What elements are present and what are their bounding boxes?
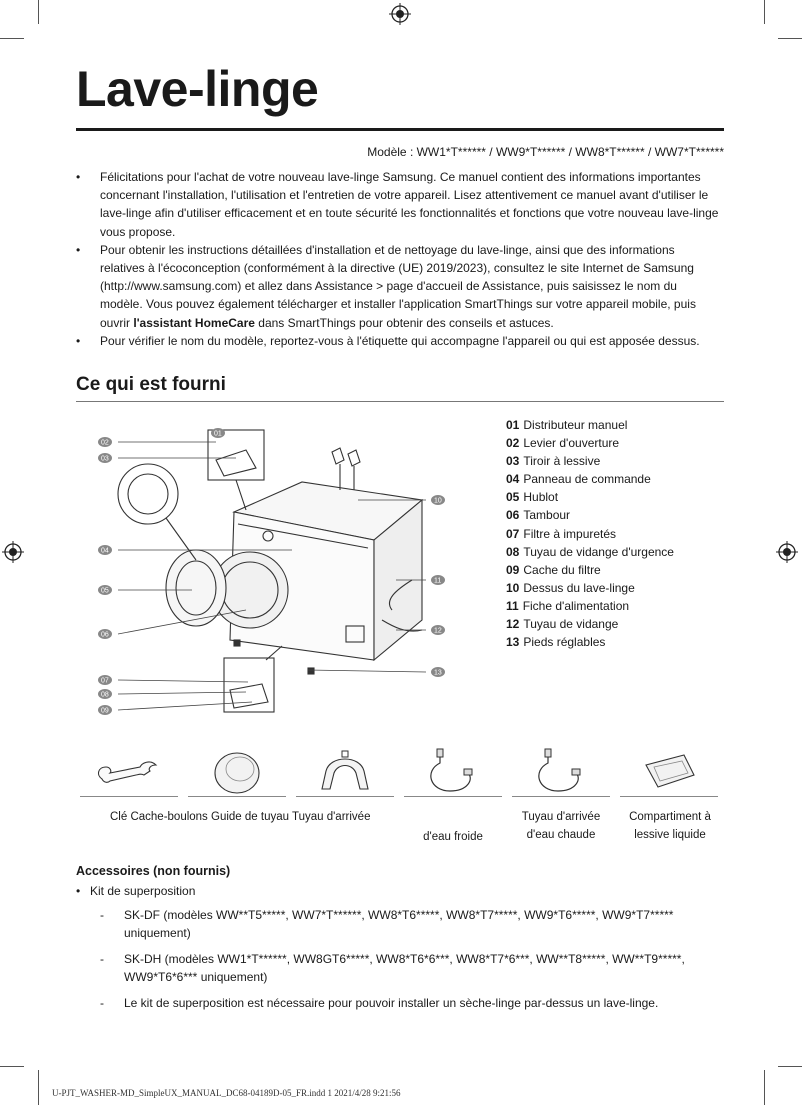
part-number: 09: [506, 562, 520, 577]
kit-item: - Le kit de superposition est nécessaire pour pouvoir installer un sèche-linge par-dessus un lave-linge.: [76, 994, 726, 1012]
crop-mark: [778, 1066, 802, 1067]
part-label: Tuyau de vidange d'urgence: [523, 544, 674, 559]
part-row: [506, 452, 746, 470]
part-label: Distributeur manuel: [523, 418, 628, 432]
accessories-list: [76, 882, 726, 1020]
part-row: [506, 597, 746, 615]
intro-text: [100, 241, 720, 332]
liquid-detergent-compartment-icon: [620, 745, 718, 799]
part-number: 01: [506, 418, 520, 432]
part-row: [506, 543, 746, 561]
intro-bullet: [76, 168, 720, 241]
intro-bullet: [76, 332, 720, 350]
svg-text:02: 02: [101, 439, 109, 447]
part-number: 11: [506, 598, 519, 613]
page-title: Lave-linge: [76, 61, 319, 117]
svg-text:01: 01: [214, 430, 222, 438]
svg-text:03: 03: [101, 455, 109, 463]
registration-mark-icon: [776, 541, 798, 563]
kit-item: - SK-DH (modèles WW1*T******, WW8GT6*****, WW8*T6*6***, WW8*T7*6***, WW**T8*****, WW**T9*****, WW9*T6*6*** uniquement): [76, 950, 726, 986]
intro-text: • Pour vérifier le nom du modèle, reportez-vous à l'étiquette qui accompagne l'appareil ou qui est apposée dessus.: [100, 333, 700, 348]
accessory-label: [512, 808, 610, 844]
accessory-underline: [512, 796, 610, 797]
svg-text:12: 12: [434, 627, 442, 635]
part-row: [506, 434, 746, 452]
part-label: Levier d'ouverture: [523, 436, 620, 451]
part-label: Panneau de commande: [523, 472, 651, 487]
section-rule: [76, 401, 724, 402]
accessory-underline: [188, 796, 286, 797]
accessory-label: [620, 808, 720, 844]
intro-text-part: dans SmartThings pour obtenir des conseils et astuces.: [258, 315, 554, 330]
intro-bullet: [76, 241, 720, 332]
kit-item: - SK-DF (modèles WW**T5*****, WW7*T******, WW8*T6*****, WW8*T7*****, WW9*T6*****, WW9*T7***** uniquement): [76, 906, 726, 942]
part-row: [506, 488, 746, 506]
svg-text:09: 09: [101, 707, 109, 715]
part-number: 10: [506, 580, 520, 595]
kit-bullet: • Kit de superposition: [76, 882, 726, 900]
accessory-label: Clé Cache-boulons Guide de tuyau Tuyau d'arrivée: [110, 811, 371, 823]
accessory-label: d'eau froide: [423, 831, 483, 843]
part-row: [506, 633, 746, 651]
part-label: Tiroir à lessive: [523, 454, 601, 469]
section-title: Ce qui est fourni: [76, 374, 226, 395]
part-number: 06: [506, 508, 520, 523]
intro-text-part: Pour obtenir les instructions détaillées d'installation et de nettoyage du lave-linge, ainsi que des informations relatives à l'écoconception (conformément à la directive (UE) 2019/2023), consultez le site Internet de Samsung (http://www.samsung.com) et allez dans Assistance > page d'accueil de Assistance, puis saisissez le nom du modèle. Vous pouvez également télécharger et installer l'application SmartThings sur votre appareil mobile, puis ouvrir: [100, 242, 696, 330]
title-rule: [76, 128, 724, 131]
crop-mark: [764, 1070, 765, 1105]
part-row: [506, 561, 746, 579]
part-label: Tambour: [523, 508, 571, 523]
crop-mark: [38, 1070, 39, 1105]
bolt-cover-icon: [188, 745, 286, 799]
accessory-underline: [620, 796, 718, 797]
part-row: [506, 525, 746, 543]
part-number: 05: [506, 490, 520, 505]
cold-water-hose-icon: [404, 745, 502, 799]
accessory-underline: [296, 796, 394, 797]
accessory-label-line: lessive liquide: [634, 829, 706, 841]
part-label: Cache du filtre: [523, 562, 601, 577]
accessory-underline: [404, 796, 502, 797]
part-label: Tuyau de vidange: [523, 617, 619, 632]
part-number: 03: [506, 454, 520, 469]
accessory-label-line: Tuyau d'arrivée: [521, 811, 601, 823]
part-label: Hublot: [523, 490, 559, 505]
part-label: Filtre à impuretés: [523, 526, 617, 541]
homecare-link-text: l'assistant HomeCare: [133, 315, 255, 330]
svg-text:13: 13: [434, 669, 442, 677]
registration-mark-icon: [2, 541, 24, 563]
part-row: [506, 506, 746, 524]
crop-mark: [764, 0, 765, 24]
part-row: [506, 615, 746, 633]
crop-mark: [38, 0, 39, 24]
part-row: [506, 579, 746, 597]
washer-diagram: [96, 420, 456, 720]
part-number: 08: [506, 544, 520, 559]
svg-text:06: 06: [101, 631, 109, 639]
accessory-label-line: d'eau chaude: [526, 829, 596, 841]
intro-text: • Félicitations pour l'achat de votre nouveau lave-linge Samsung. Ce manuel contient des informations importantes concernant l'installation, l'utilisation et l'entretien de votre appareil. Lisez attentivement ce manuel avant d'utiliser le lave-linge afin d'utiliser efficacement et en toute sécurité les fonctionnalités et fonctions que votre nouveau lave-linge vous propose.: [100, 170, 719, 239]
parts-list: [506, 416, 746, 651]
print-footer: U-PJT_WASHER-MD_SimpleUX_MANUAL_DC68-04189D-05_FR.indd 1 2021/4/28 9:21:56: [52, 1088, 401, 1098]
accessories-title: Accessoires (non fournis): [76, 864, 231, 878]
crop-mark: [0, 38, 24, 39]
svg-text:08: 08: [101, 691, 109, 699]
accessory-underline: [80, 796, 178, 797]
part-number: 12: [506, 617, 520, 632]
part-number: 02: [506, 436, 520, 451]
hot-water-hose-icon: [512, 745, 610, 799]
part-row: [506, 470, 746, 488]
part-label: Pieds réglables: [523, 635, 606, 650]
part-label: Fiche d'alimentation: [522, 598, 630, 613]
svg-text:07: 07: [101, 677, 109, 685]
hose-guide-icon: [296, 745, 394, 799]
svg-text:05: 05: [101, 587, 109, 595]
part-number: 07: [506, 526, 520, 541]
part-label: Dessus du lave-linge: [523, 580, 635, 595]
intro-list: [76, 168, 720, 350]
svg-text:10: 10: [434, 497, 442, 505]
part-number: 13: [506, 635, 520, 650]
crop-mark: [0, 1066, 24, 1067]
wrench-icon: [80, 745, 178, 799]
svg-text:04: 04: [101, 547, 109, 555]
crop-mark: [778, 38, 802, 39]
svg-text:11: 11: [434, 577, 442, 585]
part-number: 04: [506, 472, 520, 487]
accessory-label-line: Compartiment à: [629, 811, 711, 823]
registration-mark-icon: [389, 3, 411, 25]
part-row: [506, 416, 746, 434]
model-line: Modèle : WW1*T****** / WW9*T****** / WW8*T****** / WW7*T******: [367, 145, 724, 159]
